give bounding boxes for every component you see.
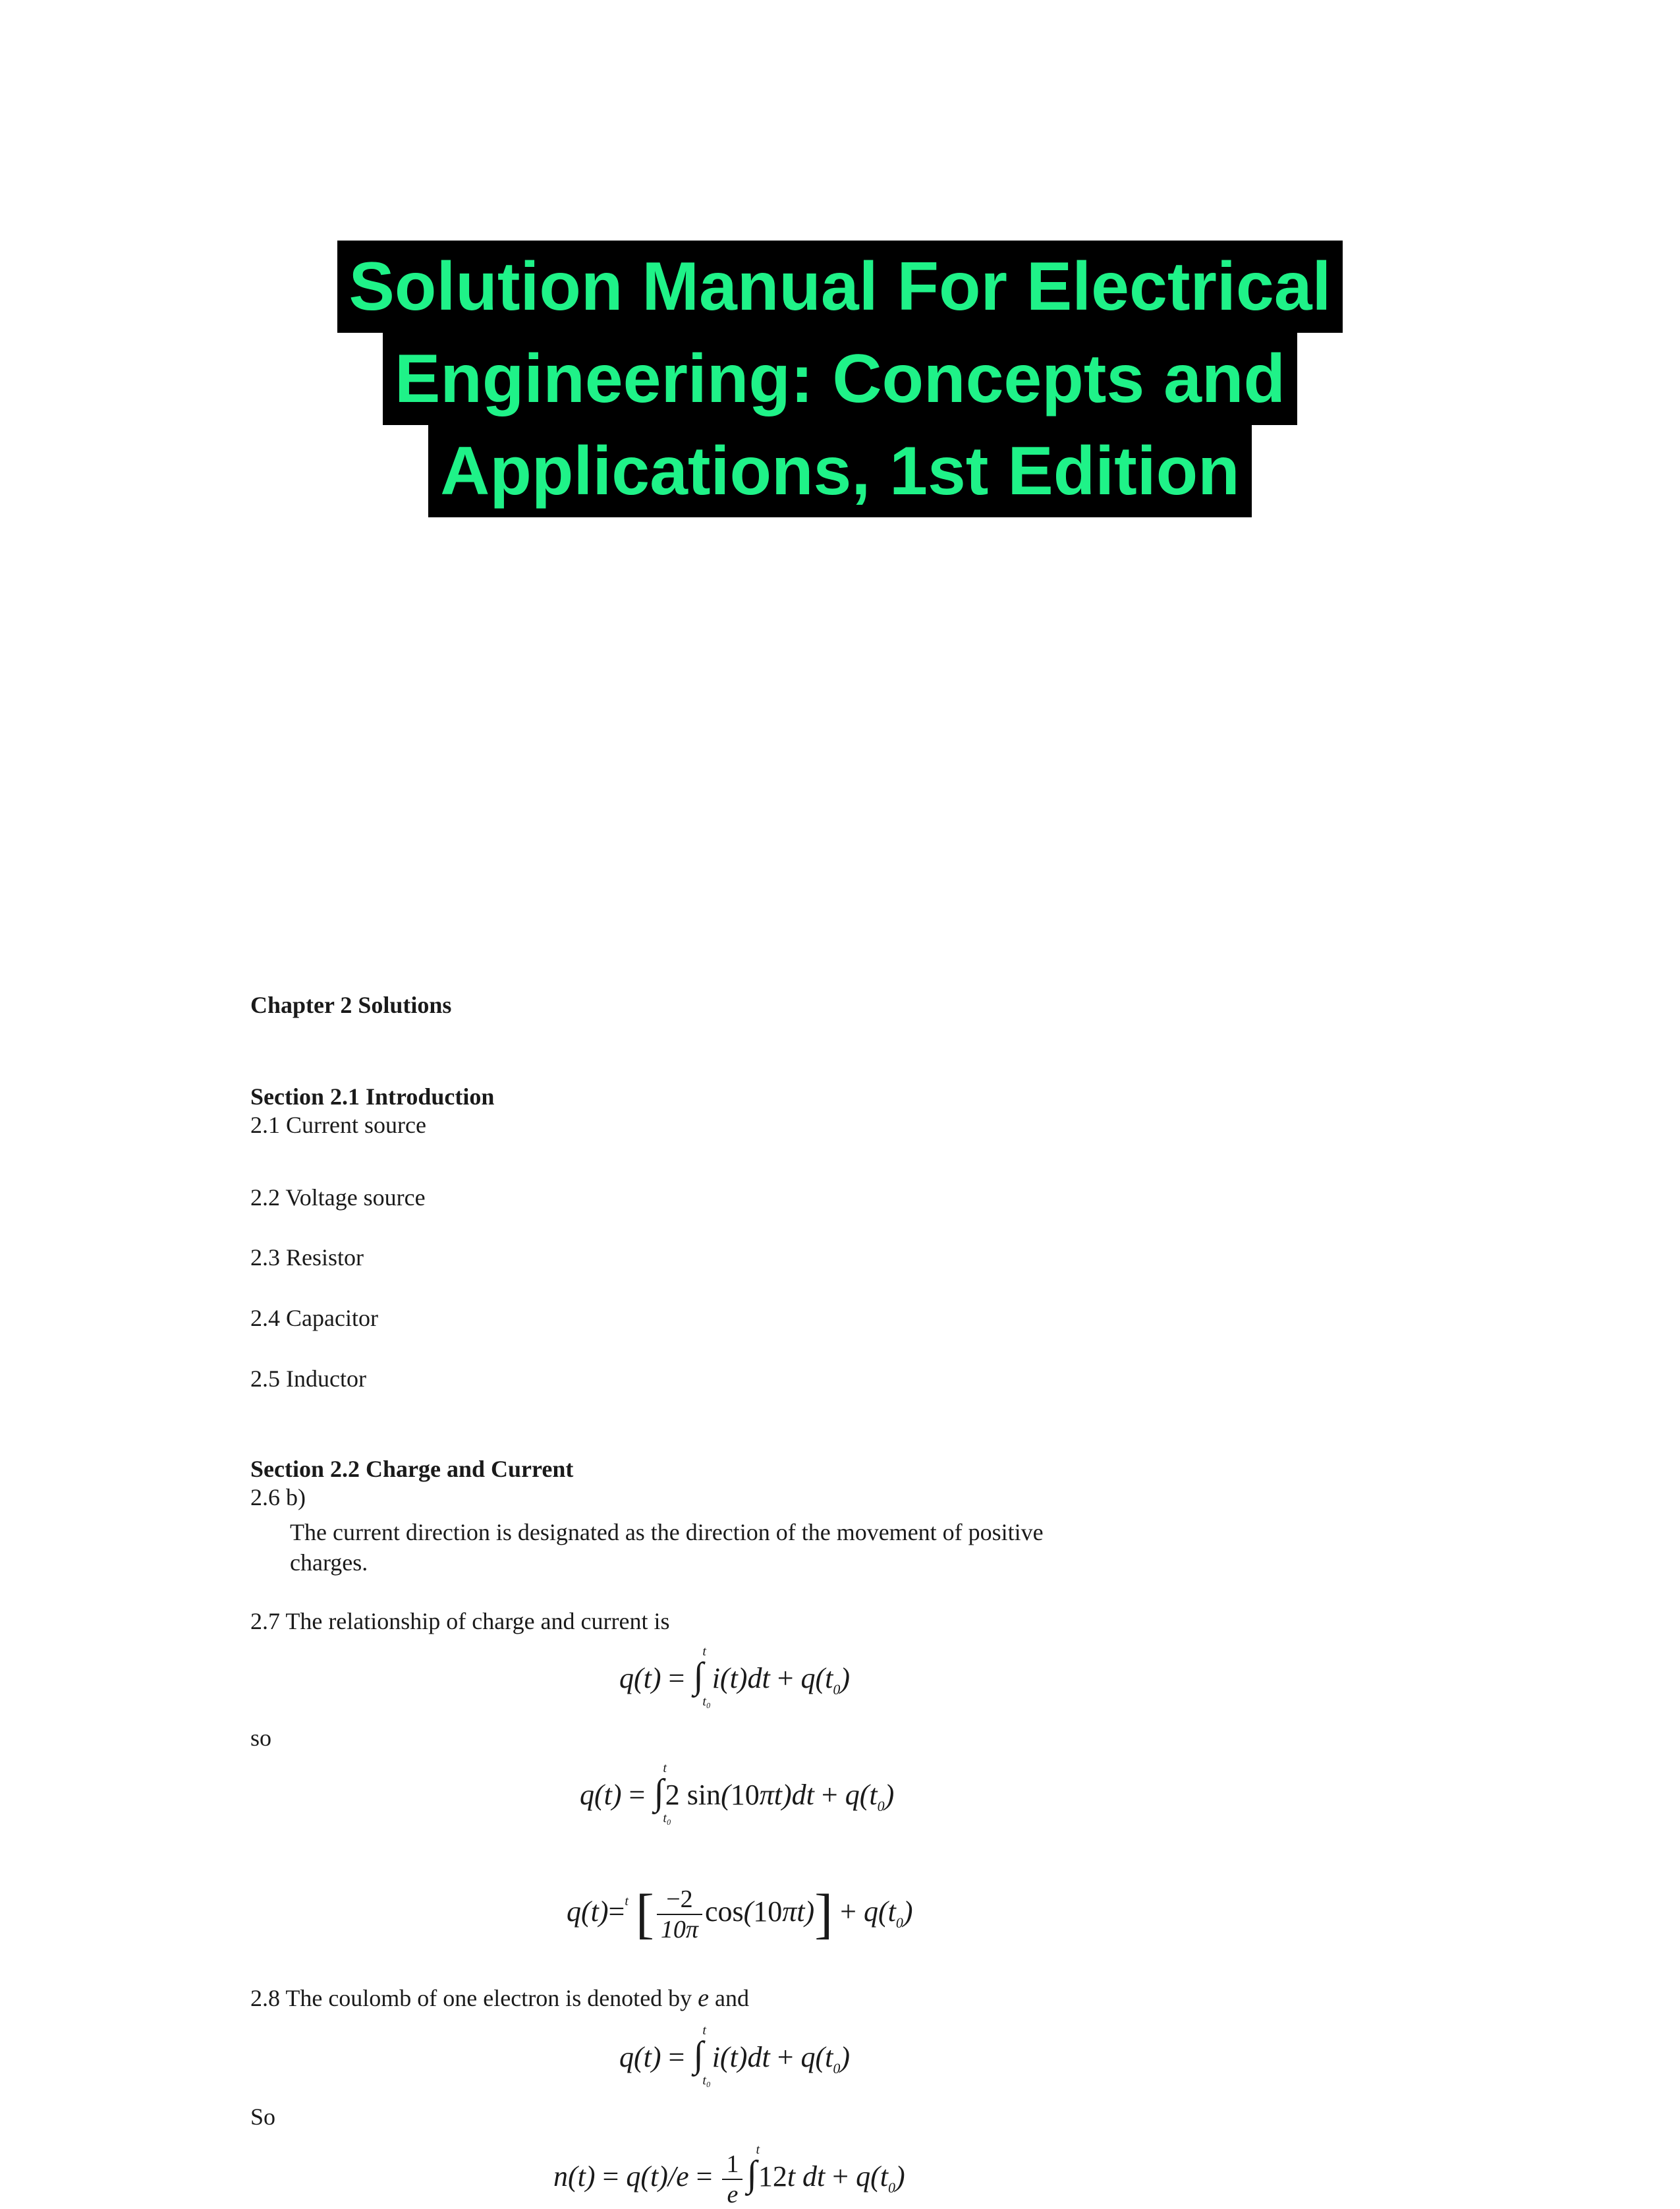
title-line-1: Solution Manual For Electrical <box>337 241 1343 333</box>
problem-2-6-text-line-2: charges. <box>290 1549 368 1576</box>
equation-charge-integral: q(t) = ∫ t t₀ $i(t)dt + q(t_0)$ <box>619 1644 851 1709</box>
title-banner <box>0 241 1680 517</box>
equation-charge-sine: q(t) = ∫ t t₀ 2 $\sin(10\pi t)dt + q(t_0)$ <box>580 1761 895 1825</box>
list-item: 2.4 Capacitor <box>250 1305 378 1331</box>
equation-charge-cosine: q(t)=$^t$ [ $\frac{-2}{10\pi}$ $\cos(10\pi t)] + q(t_0)$ <box>567 1883 913 1945</box>
list-item: 2.2 Voltage source <box>250 1184 426 1211</box>
title-line-2: Engineering: Concepts and <box>383 333 1297 425</box>
equation-electron-count: n(t) = q(t)/e = $\frac{1}{e}$ ∫ t 12t dt + $q(t_0)$ <box>553 2142 905 2208</box>
problem-2-8-intro: 2.8 The coulomb of one electron is denoted by <box>250 1985 692 2011</box>
electron-variable: e <box>698 1984 710 2012</box>
section-2-1-heading: Section 2.1 Introduction <box>250 1083 495 1110</box>
title-line-3: Applications, 1st Edition <box>428 425 1251 517</box>
problem-2-8-text <box>250 1984 749 2013</box>
problem-2-8-and: and <box>715 1985 750 2011</box>
problem-2-6-text-line-1: The current direction is designated as the direction of the movement of positive <box>290 1519 1044 1545</box>
section-2-2-heading: Section 2.2 Charge and Current <box>250 1456 574 1482</box>
list-item: 2.3 Resistor <box>250 1244 364 1271</box>
problem-2-6-label: 2.6 b) <box>250 1484 306 1510</box>
chapter-heading: Chapter 2 Solutions <box>250 992 452 1018</box>
equation-charge-integral-2: q(t) = ∫ t t₀ $i(t)dt + q(t_0)$ <box>619 2023 851 2088</box>
so-label: so <box>250 1725 272 1751</box>
problem-2-7-text: 2.7 The relationship of charge and current is <box>250 1608 670 1634</box>
list-item: 2.1 Current source <box>250 1112 426 1138</box>
so-label-2: So <box>250 2104 276 2130</box>
list-item: 2.5 Inductor <box>250 1365 366 1392</box>
